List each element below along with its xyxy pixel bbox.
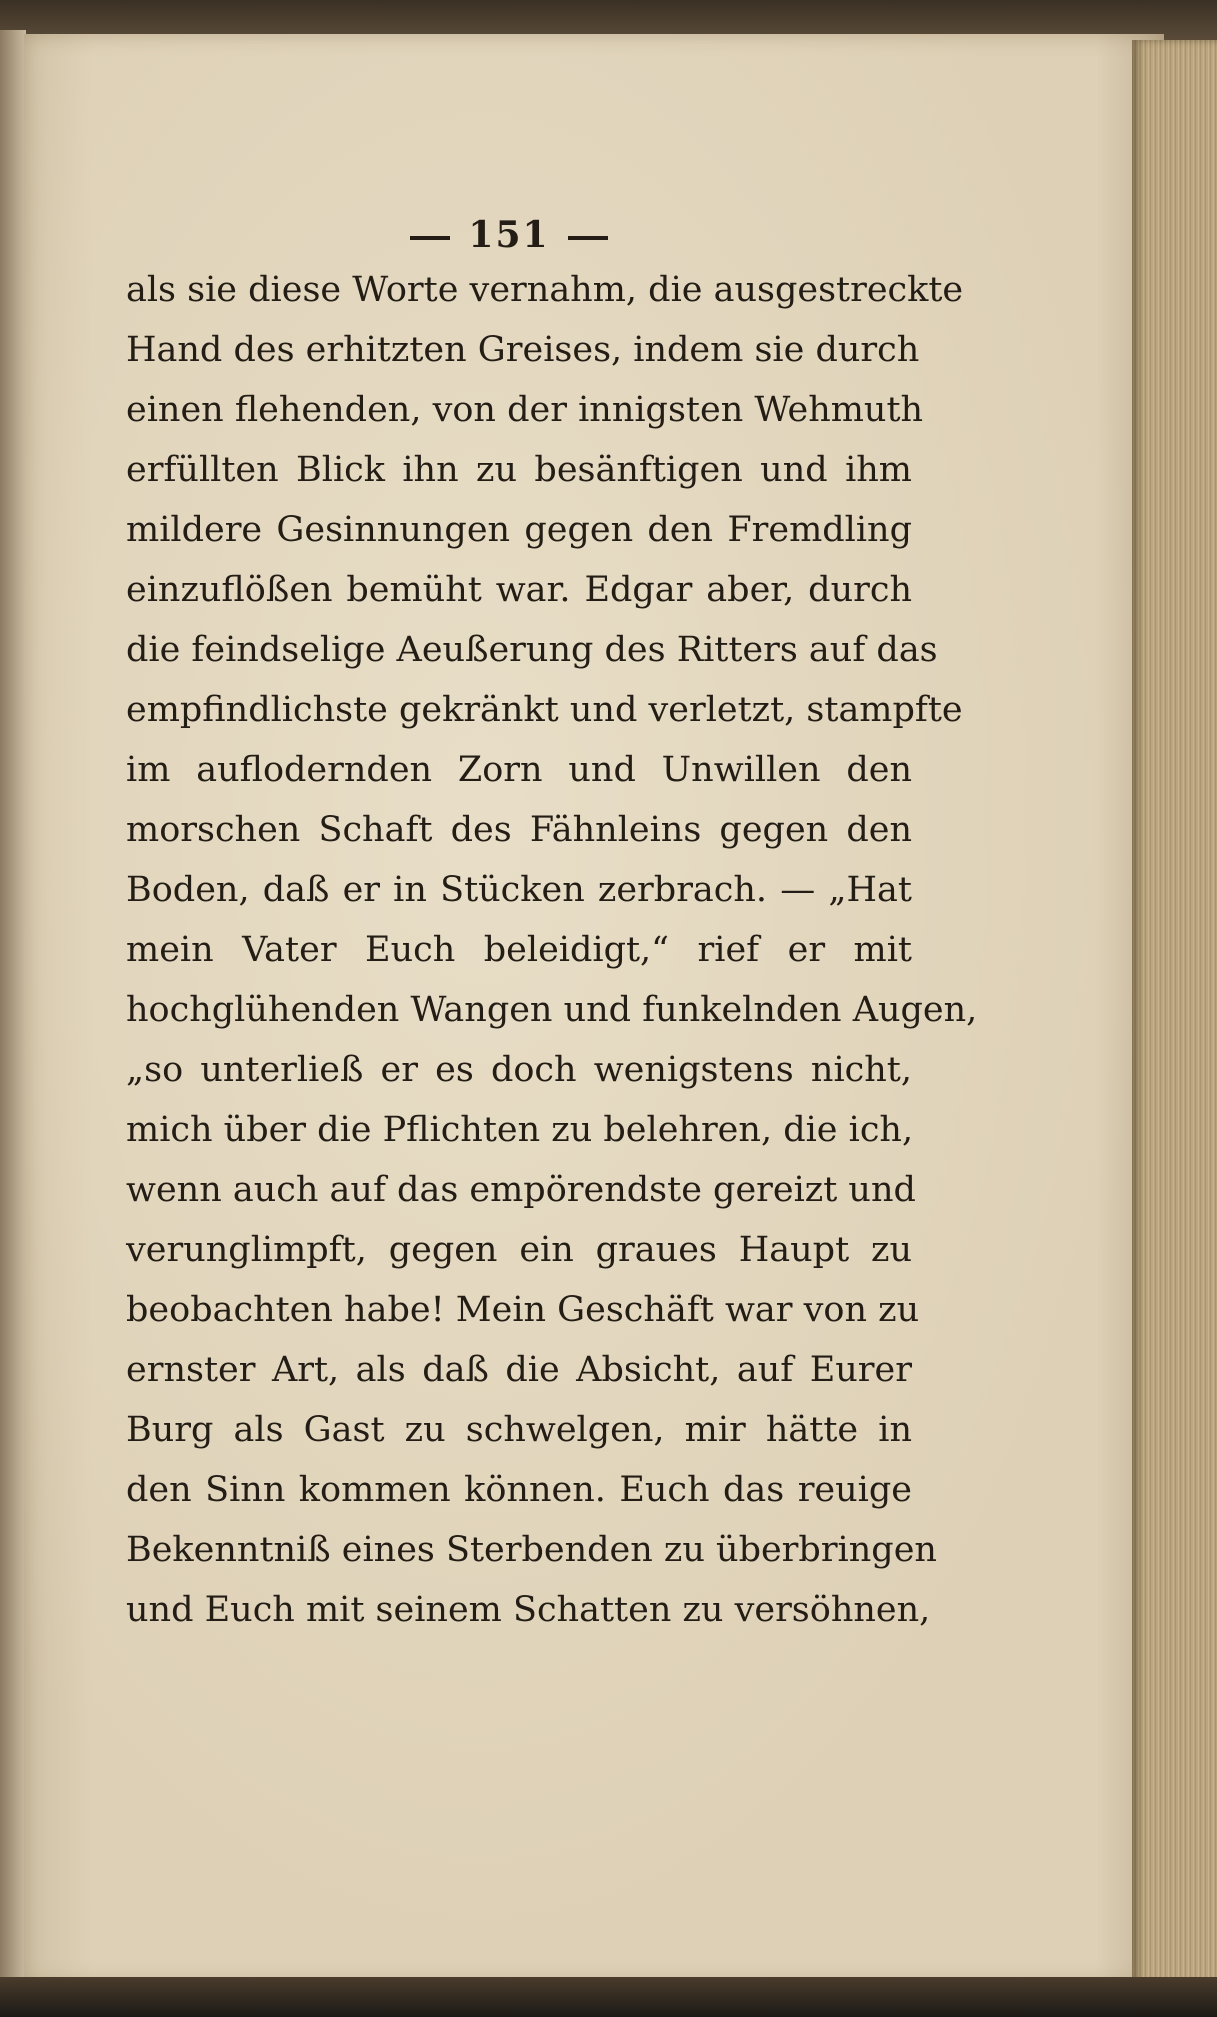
page-number: 151 [468, 214, 550, 256]
text-line: mildere Gesinnungen gegen den Fremdling [126, 510, 912, 550]
body-text [126, 260, 978, 1640]
text-line: Hand des erhitzten Greises, indem sie durch [126, 330, 920, 370]
text-line: Boden, daß er in Stücken zerbrach. — „Hat [126, 870, 912, 910]
text-line: als sie diese Worte vernahm, die ausgestreckte [126, 270, 964, 310]
running-head [106, 210, 912, 260]
text-line: Burg als Gast zu schwelgen, mir hätte in [126, 1410, 912, 1450]
text-line: mein Vater Euch beleidigt,“ rief er mit [126, 930, 912, 970]
text-line: hochglühenden Wangen und funkelnden Augen, [126, 990, 978, 1030]
right-dash [568, 236, 608, 240]
text-line: im auflodernden Zorn und Unwillen den [126, 750, 912, 790]
bottom-binding-shadow [0, 1977, 1217, 2017]
left-dash [410, 236, 450, 240]
text-line: wenn auch auf das empörendste gereizt und [126, 1170, 916, 1210]
text-line: mich über die Pflichten zu belehren, die ich, [126, 1110, 914, 1150]
text-line: einzuflößen bemüht war. Edgar aber, durch [126, 570, 912, 610]
text-line: morschen Schaft des Fähnleins gegen den [126, 810, 912, 850]
text-line: und Euch mit seinem Schatten zu versöhnen, [126, 1590, 931, 1630]
text-line: den Sinn kommen können. Euch das reuige [126, 1470, 912, 1510]
text-line: „so unterließ er es doch wenigstens nicht, [126, 1050, 912, 1090]
text-line: empfindlichste gekränkt und verletzt, stampfte [126, 690, 963, 730]
text-block [126, 210, 978, 1640]
text-line: Bekenntniß eines Sterbenden zu überbringen [126, 1530, 937, 1570]
text-line: erfüllten Blick ihn zu besänftigen und ihm [126, 450, 912, 490]
text-line: die feindselige Aeußerung des Ritters auf das [126, 630, 938, 670]
gutter-edge [0, 30, 26, 1990]
text-line: beobachten habe! Mein Geschäft war von zu [126, 1290, 920, 1330]
page-fore-edge [1132, 40, 1217, 1985]
text-line: ernster Art, als daß die Absicht, auf Eurer [126, 1350, 912, 1390]
text-line: verunglimpft, gegen ein graues Haupt zu [126, 1230, 912, 1270]
text-line: einen flehenden, von der innigsten Wehmuth [126, 390, 924, 430]
